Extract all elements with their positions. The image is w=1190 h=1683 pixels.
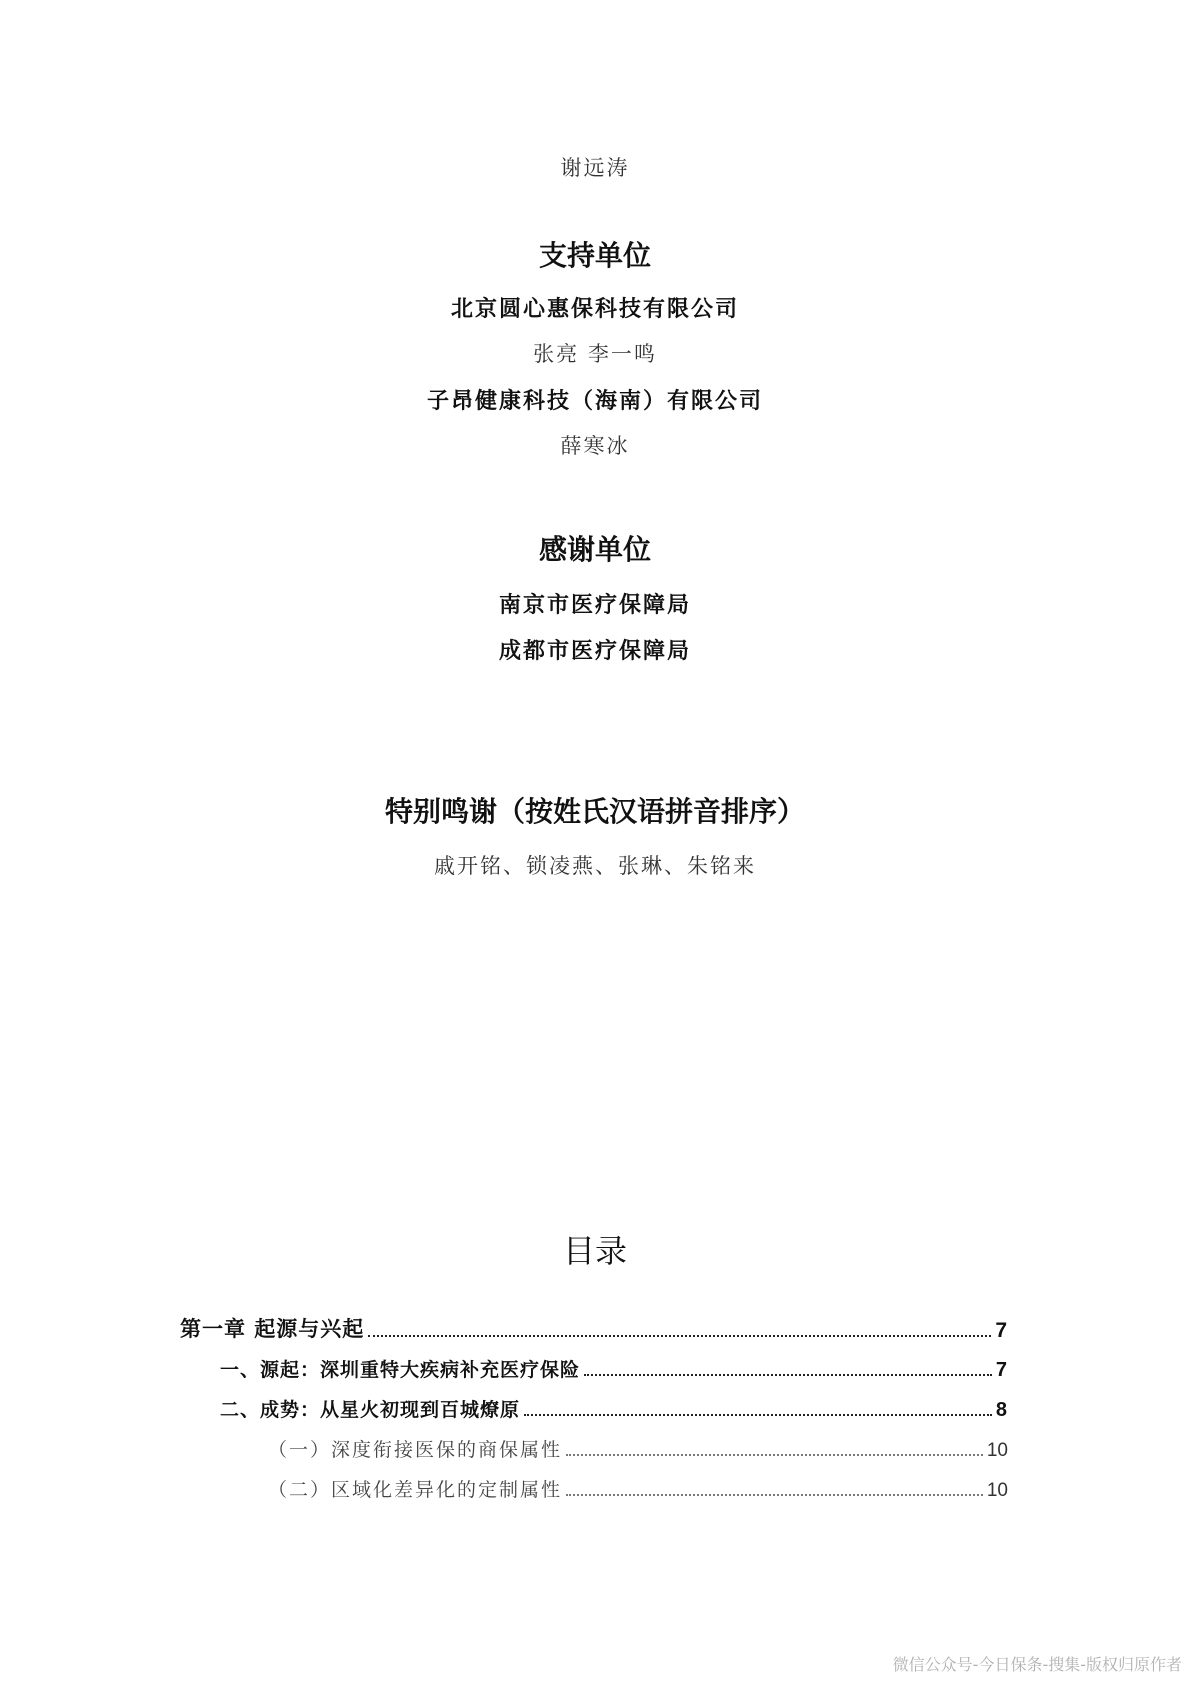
special-names: 戚开铭、锁凌燕、张琳、朱铭来 [434, 854, 756, 878]
thanks-heading: 感谢单位 [538, 533, 651, 566]
toc-entry-label: （一）深度衔接医保的商保属性 [268, 1439, 563, 1461]
toc-entry-label: 二、成势：从星火初现到百城燎原 [220, 1399, 521, 1421]
support-heading: 支持单位 [538, 239, 651, 272]
toc-entry-page: 10 [986, 1440, 1008, 1461]
thanks-org-2: 成都市医疗保障局 [498, 638, 691, 664]
toc-title: 目录 [562, 1232, 627, 1270]
toc-leader-dots [566, 1453, 983, 1456]
toc-entry-section-1[interactable] [220, 1355, 1008, 1382]
thanks-org-1: 南京市医疗保障局 [498, 592, 691, 618]
toc-entry-label: 一、源起：深圳重特大疾病补充医疗保险 [220, 1359, 581, 1381]
support-org-1-people: 张亮 李一鸣 [533, 342, 657, 366]
toc-entry-page: 7 [995, 1359, 1008, 1381]
toc-entry-page: 8 [995, 1399, 1008, 1421]
toc-entry-page: 7 [995, 1319, 1008, 1342]
toc-leader-dots [584, 1373, 992, 1376]
support-org-2: 子昂健康科技（海南）有限公司 [426, 388, 763, 414]
toc-leader-dots [524, 1413, 992, 1416]
toc-entry-label: （二）区域化差异化的定制属性 [268, 1479, 563, 1501]
toc-entry-label: 第一章 起源与兴起 [180, 1316, 365, 1341]
toc-entry-subsection-1[interactable] [268, 1435, 1008, 1462]
toc-entry-subsection-2[interactable] [268, 1475, 1008, 1502]
support-org-2-people: 薛寒冰 [560, 434, 630, 458]
toc-leader-dots [566, 1493, 983, 1496]
toc-leader-dots [368, 1334, 991, 1337]
support-org-1: 北京圆心惠保科技有限公司 [450, 296, 739, 322]
special-heading: 特别鸣谢（按姓氏汉语拼音排序） [384, 795, 805, 828]
top-name: 谢远涛 [560, 156, 630, 180]
toc-entry-chapter-1[interactable] [180, 1313, 1008, 1343]
toc-entry-section-2[interactable] [220, 1395, 1008, 1422]
watermark: 微信公众号-今日保条-搜集-版权归原作者 [892, 1655, 1182, 1674]
toc-entry-page: 10 [986, 1480, 1008, 1501]
